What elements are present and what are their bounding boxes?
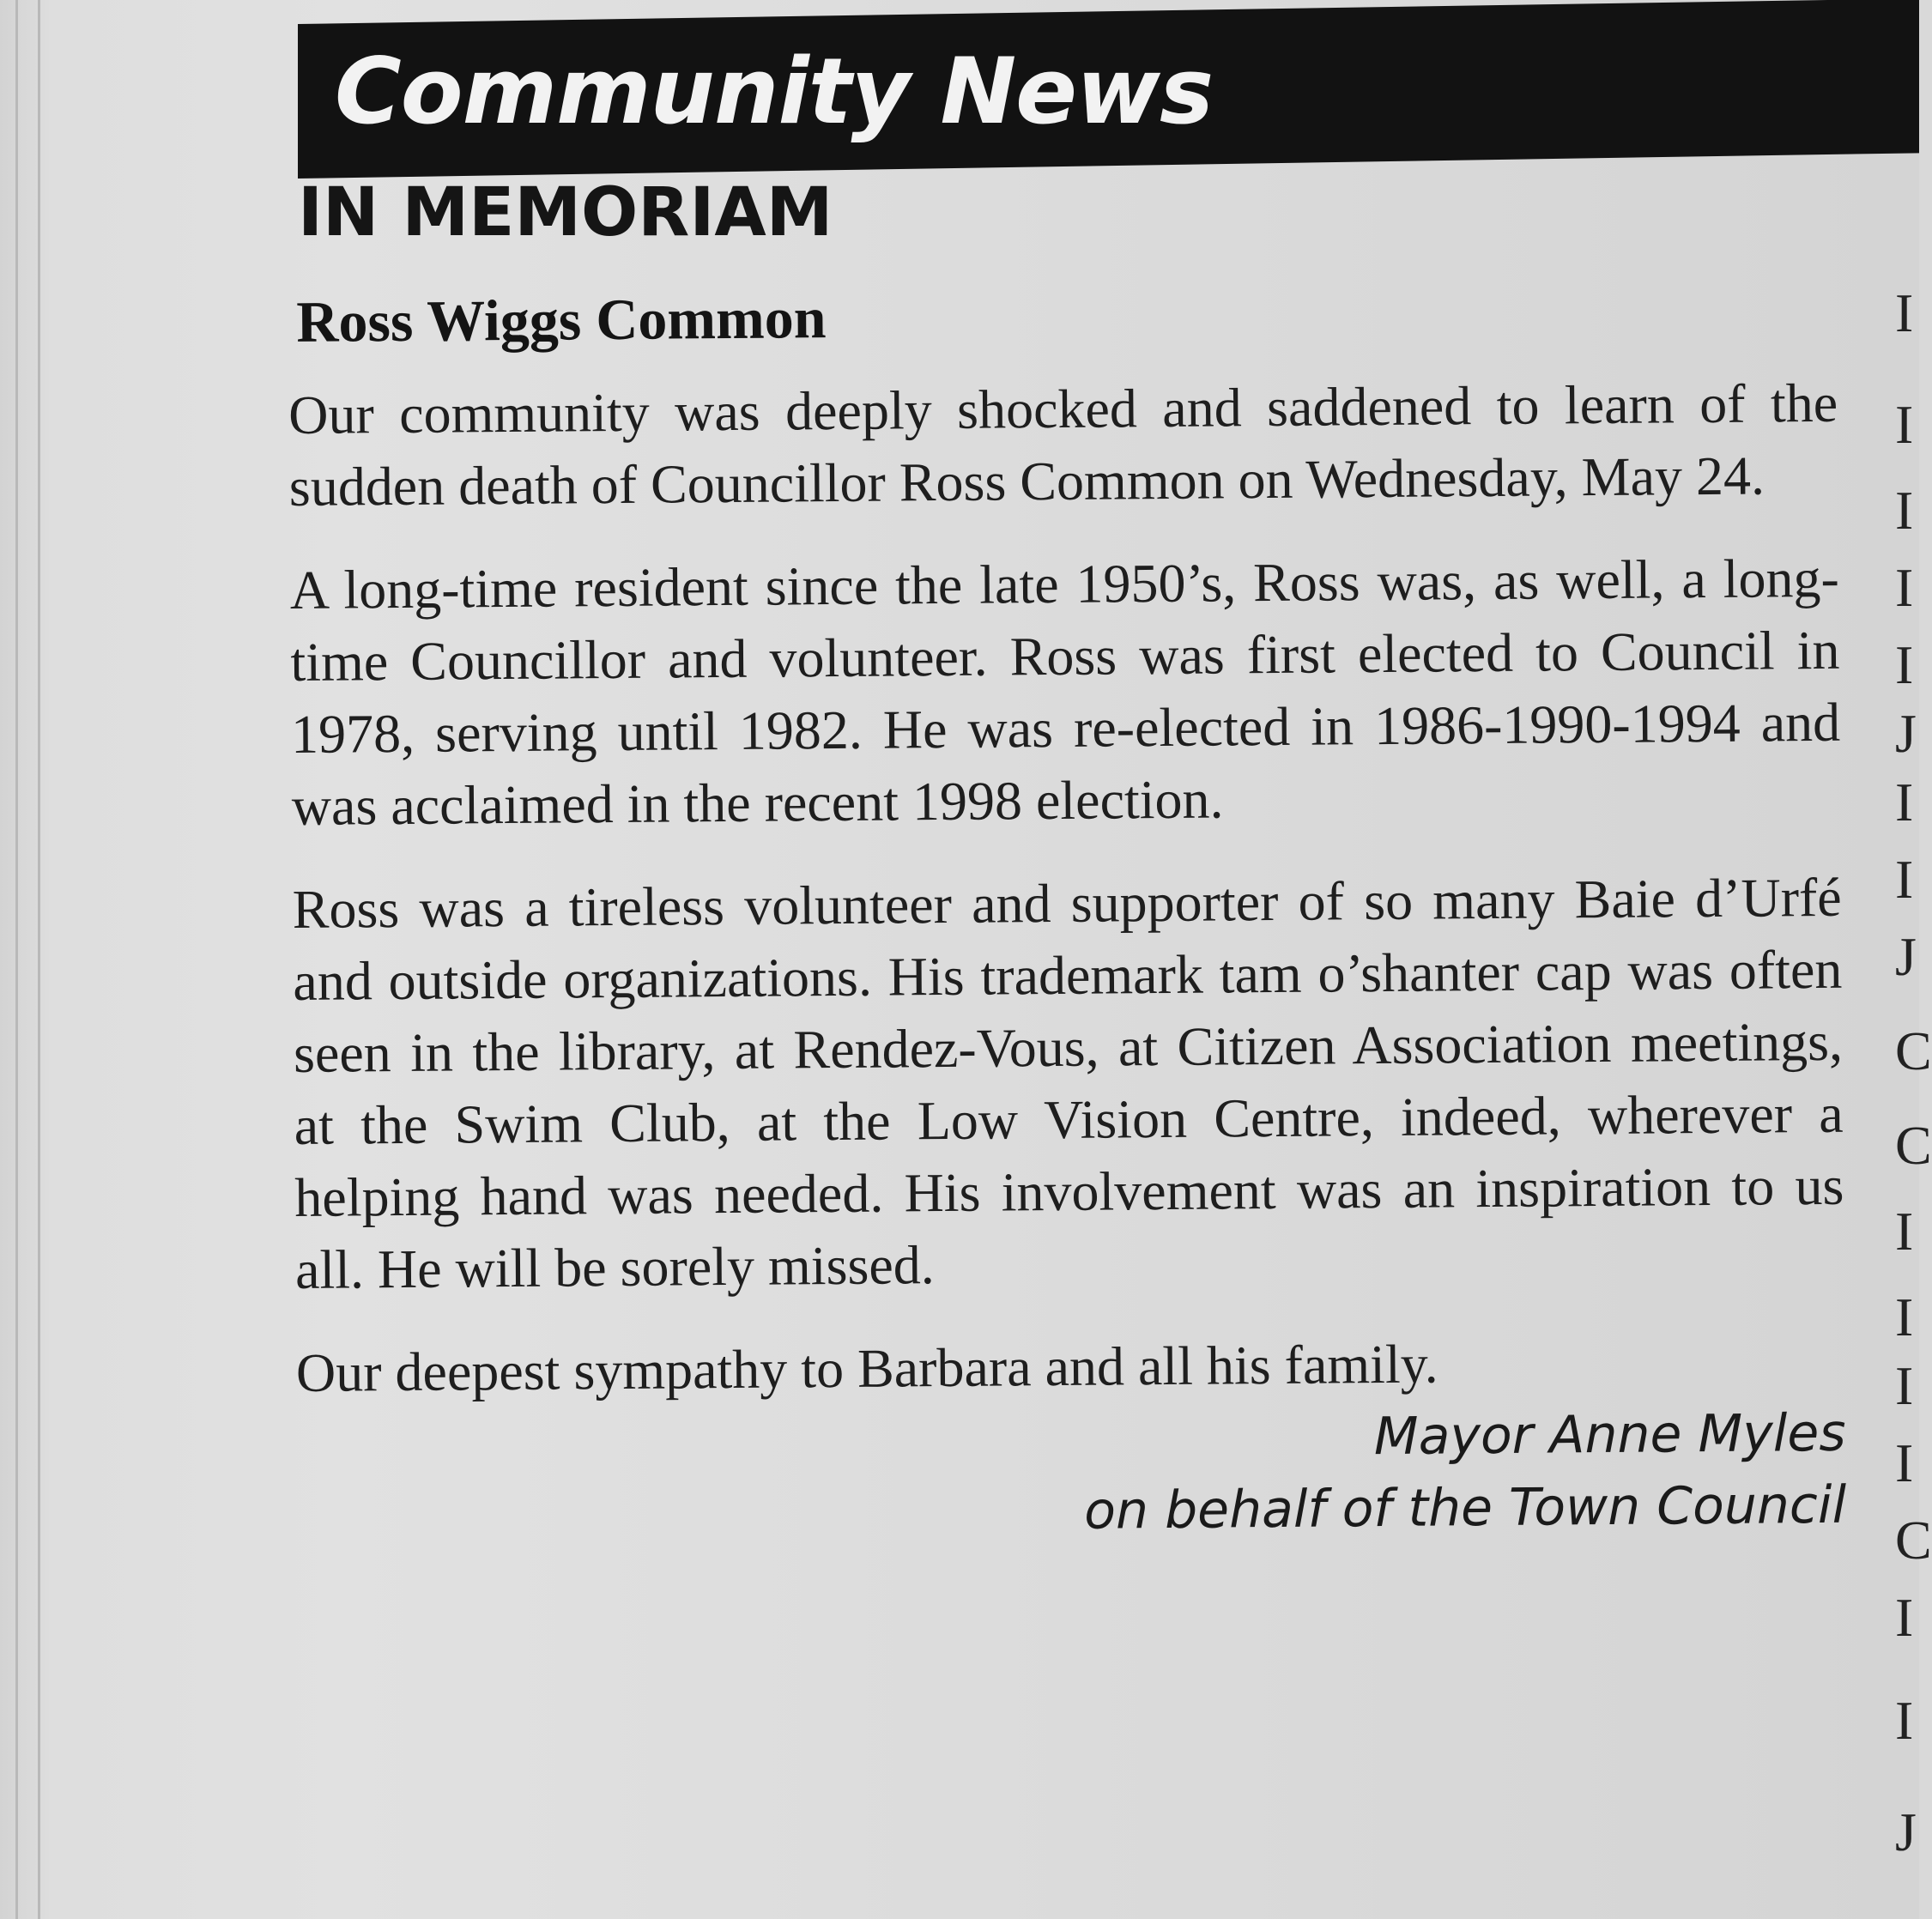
- adjacent-letter: C: [1895, 1020, 1932, 1081]
- adjacent-letter: I: [1895, 1201, 1914, 1262]
- adjacent-letter: C: [1895, 1510, 1932, 1571]
- adjacent-letter: I: [1895, 282, 1914, 343]
- page-edge-line: [38, 0, 40, 1919]
- adjacent-letter: I: [1895, 1286, 1914, 1347]
- section-heading: IN MEMORIAM: [298, 174, 833, 251]
- adjacent-letter: I: [1895, 1690, 1914, 1751]
- article-paragraph: Our deepest sympathy to Barbara and all his family.: [295, 1333, 1438, 1403]
- adjacent-letter: I: [1895, 1355, 1914, 1416]
- adjacent-letter: I: [1895, 1432, 1914, 1493]
- adjacent-letter: I: [1895, 480, 1914, 541]
- adjacent-letter: I: [1895, 772, 1914, 832]
- banner-title: Community News: [335, 39, 1214, 144]
- memoriam-article: [288, 271, 1847, 1553]
- adjacent-letter: J: [1895, 703, 1917, 764]
- adjacent-letter: I: [1895, 1587, 1914, 1648]
- signature-title: on behalf of the Town Council: [1083, 1474, 1847, 1541]
- adjacent-letter: J: [1895, 926, 1917, 987]
- signature-block: [296, 1397, 1846, 1553]
- article-paragraph: Our community was deeply shocked and saddened to learn of the sudden death of Councillor Ross Common on Wednesday, May 24.: [288, 372, 1838, 518]
- adjacent-letter: I: [1895, 394, 1914, 455]
- adjacent-letter: J: [1895, 1801, 1917, 1862]
- signature-name: Mayor Anne Myles: [1373, 1402, 1846, 1468]
- adjacent-letter: I: [1895, 634, 1914, 695]
- adjacent-column-fragment: [1878, 0, 1932, 1919]
- page-edge-line: [15, 0, 18, 1919]
- article-paragraph: Ross was a tireless volunteer and supporter of so many Baie d’Urfé and outside organizations. His trademark tam o’shanter cap was often seen in the library, at Rendez-Vous, at Citizen Association meetings, at the Swim Club, at the Low Vision Centre, indeed, wherever a helping hand was needed. His involvement was an inspiration to us all. He will be sorely missed.: [292, 866, 1844, 1300]
- adjacent-letter: I: [1895, 849, 1914, 910]
- article-name-heading: Ross Wiggs Common: [296, 285, 827, 354]
- adjacent-letter: I: [1895, 557, 1914, 618]
- adjacent-letter: C: [1895, 1115, 1932, 1176]
- article-paragraph: A long-time resident since the late 1950’s, Ross was, as well, a long-time Councillor and volunteer. Ross was first elected to Council in 1978, serving until 1982. He was re-elected in 1986-1990-1994 and was acclaimed in the recent 1998 election.: [289, 547, 1841, 837]
